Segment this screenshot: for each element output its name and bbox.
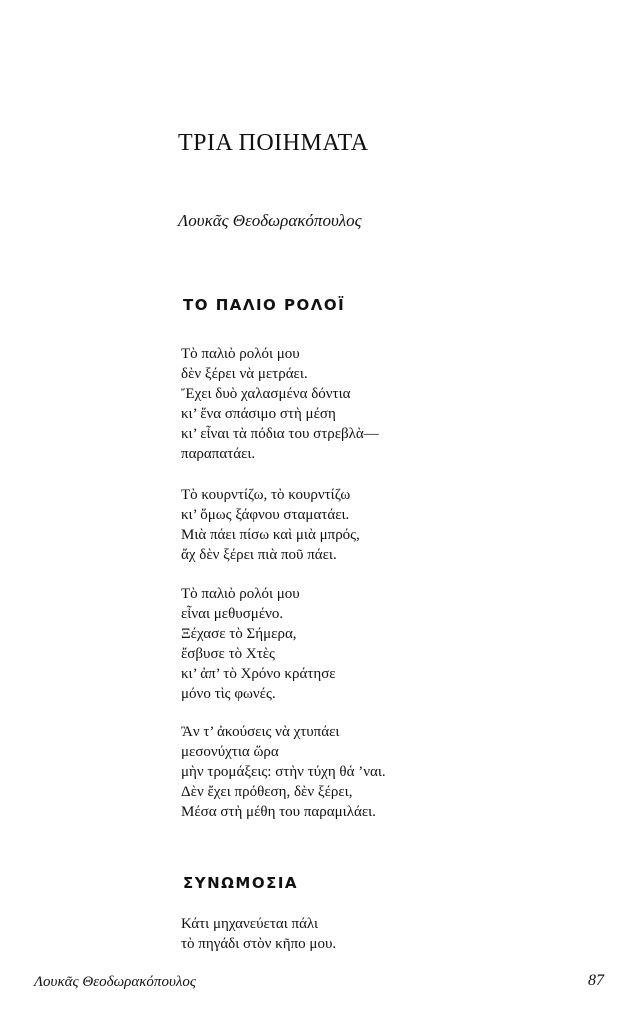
- poem-line: Ξέχασε τὸ Σήμερα,: [181, 626, 297, 642]
- poem-line: κι’ ἀπ’ τὸ Χρόνο κράτησε: [181, 666, 336, 682]
- poem-line: μὴν τρομάξεις: στὴν τύχη θά ’ναι.: [181, 764, 386, 780]
- poem-line: εἶναι μεθυσμένο.: [181, 606, 284, 622]
- poem-line: Μέσα στὴ μέθη του παραμιλάει.: [181, 804, 376, 820]
- page-number: 87: [588, 972, 604, 989]
- poem-line: Ἂν τ’ ἀκούσεις νὰ χτυπάει: [181, 724, 340, 740]
- poem-line: Δὲν ἔχει πρόθεση, δὲν ξέρει,: [181, 784, 353, 800]
- poem-line: Κάτι μηχανεύεται πάλι: [181, 916, 319, 932]
- poem1-stanza-1: [181, 344, 379, 464]
- poem-line: Τὸ παλιὸ ρολόι μου: [181, 346, 300, 362]
- poem-line: ἔσβυσε τὸ Χτὲς: [181, 646, 275, 662]
- poem-line: ἄχ δὲν ξέρει πιὰ ποῦ πάει.: [181, 547, 337, 563]
- poem-heading-old-clock: ΤΟ ΠΑΛΙΟ ΡΟΛΟΪ: [183, 296, 346, 314]
- poem-line: Τὸ κουρντίζω, τὸ κουρντίζω: [181, 487, 351, 503]
- poem-line: παραπατάει.: [181, 446, 256, 462]
- poem-line: Ἔχει δυὸ χαλασμένα δόντια: [181, 386, 351, 402]
- poem2-stanza-1: [181, 914, 336, 954]
- poem1-stanza-3: [181, 584, 336, 704]
- poem-line: κι’ ὅμως ξάφνου σταματάει.: [181, 507, 350, 523]
- poem-line: μόνο τὶς φωνές.: [181, 686, 276, 702]
- document-title: ΤΡΙΑ ΠΟΙΗΜΑΤΑ: [178, 130, 369, 156]
- poem-line: κι’ ἕνα σπάσιμο στὴ μέση: [181, 406, 336, 422]
- poem-heading-conspiracy: ΣΥΝΩΜΟΣΙΑ: [183, 874, 299, 892]
- poem-line: δὲν ξέρει νὰ μετράει.: [181, 366, 308, 382]
- author-name: Λουκᾶς Θεοδωρακόπουλος: [178, 211, 362, 230]
- poem1-stanza-2: [181, 485, 360, 565]
- poem-line: μεσονύχτια ὥρα: [181, 744, 279, 760]
- running-footer-author: Λουκᾶς Θεοδωρακόπουλος: [34, 974, 196, 990]
- poem-line: Μιὰ πάει πίσω καὶ μιὰ μπρός,: [181, 527, 360, 543]
- poem-line: Τὸ παλιὸ ρολόι μου: [181, 586, 300, 602]
- poem-line: τὸ πηγάδι στὸν κῆπο μου.: [181, 936, 337, 952]
- poem1-stanza-4: [181, 722, 386, 822]
- poem-line: κι’ εἶναι τὰ πόδια του στρεβλὰ—: [181, 426, 379, 442]
